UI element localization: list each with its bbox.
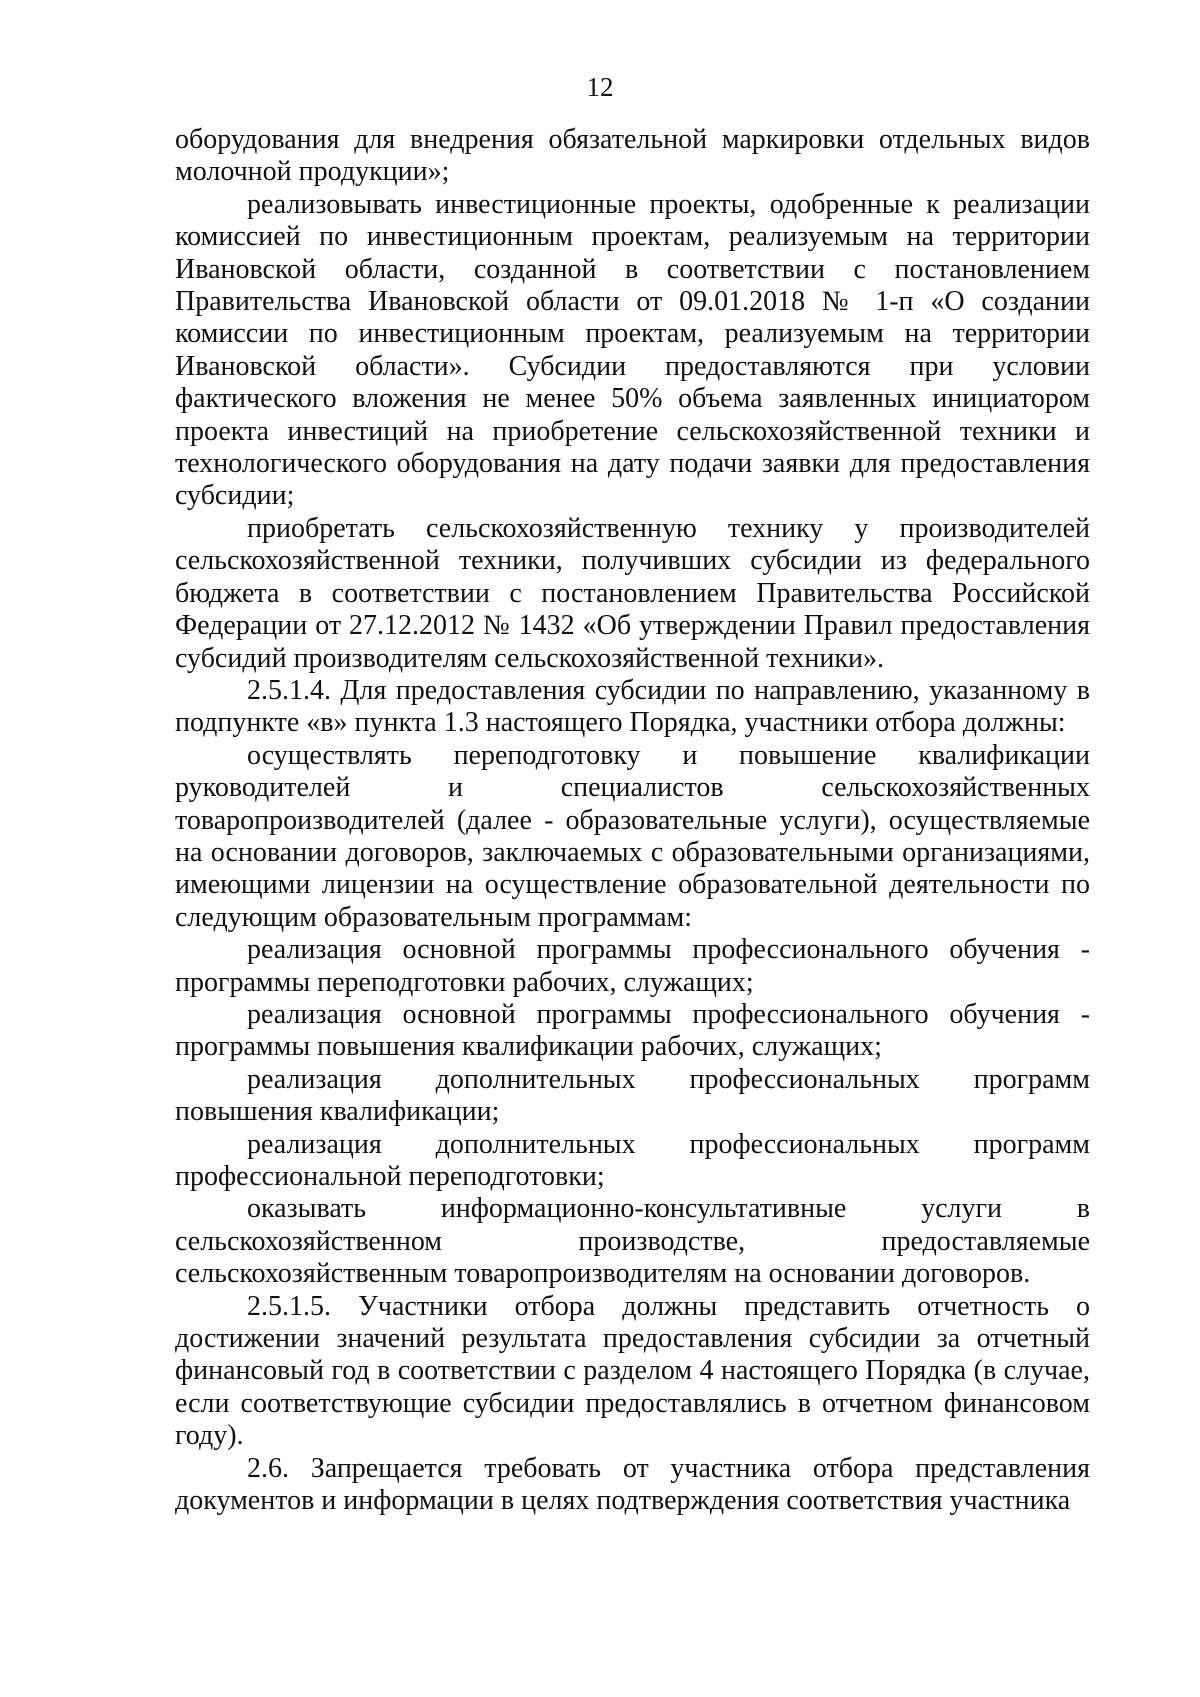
paragraph-retraining: осуществлять переподготовку и повышение квалификации руководителей и специалистов сельскохозяйственных товаропроизводителей (далее - образовательные услуги), осуществляемые на основании договоров, заключаемых с образовательными организациями, имеющими лицензии на осуществление образовательной деятельности по следующим образовательным программам: xyxy=(175,739,1090,933)
page-body xyxy=(175,124,1090,1517)
paragraph-2-6: 2.6. Запрещается требовать от участника отбора представления документов и информации в целях подтверждения соответствия участника xyxy=(175,1452,1090,1517)
list-item-program-4: реализация дополнительных профессиональных программ профессиональной переподготовки; xyxy=(175,1128,1090,1192)
paragraph-investment-projects: реализовывать инвестиционные проекты, одобренные к реализации комиссией по инвестиционным проектам, реализуемым на территории Ивановской области, созданной в соответствии с постановлением Правительства Ивановской области от 09.01.2018 № 1-п «О создании комиссии по инвестиционным проектам, реализуемым на территории Ивановской области». Субсидии предоставляются при условии фактического вложения не менее 50% объема заявленных инициатором проекта инвестиций на приобретение сельскохозяйственной техники и технологического оборудования на дату подачи заявки для предоставления субсидии; xyxy=(175,188,1090,512)
list-item-program-1: реализация основной программы профессионального обучения - программы переподготовки рабочих, служащих; xyxy=(175,934,1090,998)
paragraph-2-5-1-4: 2.5.1.4. Для предоставления субсидии по направлению, указанному в подпункте «в» пункта 1.3 настоящего Порядка, участники отбора должны: xyxy=(175,674,1090,739)
paragraph-continuation: оборудования для внедрения обязательной маркировки отдельных видов молочной продукции»; xyxy=(175,124,1090,188)
paragraph-consulting-services: оказывать информационно-консультативные услуги в сельскохозяйственном производстве, предоставляемые сельскохозяйственным товаропроизводителям на основании договоров. xyxy=(175,1193,1090,1290)
list-item-program-2: реализация основной программы профессионального обучения - программы повышения квалификации рабочих, служащих; xyxy=(175,998,1090,1063)
page-number: 12 xyxy=(586,72,614,102)
list-item-program-3: реализация дополнительных профессиональных программ повышения квалификации; xyxy=(175,1063,1090,1128)
paragraph-agricultural-machinery: приобретать сельскохозяйственную технику у производителей сельскохозяйственной техники, получивших субсидии из федерального бюджета в соответствии с постановлением Правительства Российской Федерации от 27.12.2012 № 1432 «Об утверждении Правил предоставления субсидий производителям сельскохозяйственной техники». xyxy=(175,512,1090,674)
paragraph-2-5-1-5: 2.5.1.5. Участники отбора должны представить отчетность о достижении значений результата предоставления субсидии за отчетный финансовый год в соответствии с разделом 4 настоящего Порядка (в случае, если соответствующие субсидии предоставлялись в отчетном финансовом году). xyxy=(175,1290,1090,1452)
